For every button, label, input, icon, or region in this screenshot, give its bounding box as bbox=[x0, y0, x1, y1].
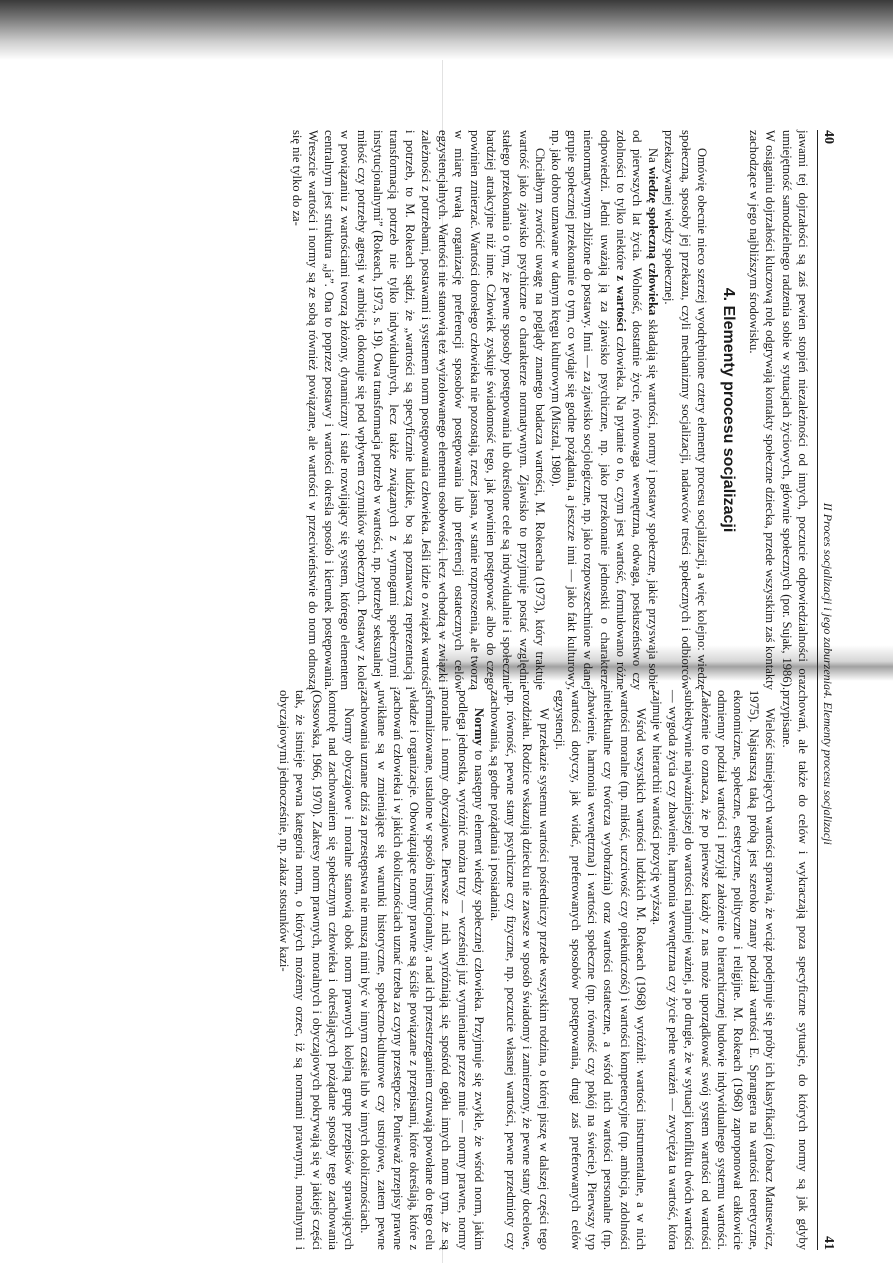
running-head-title: 4. Elementy procesu socjalizacji bbox=[821, 690, 835, 845]
bold-term: wiedzę społeczną człowieka bbox=[646, 166, 661, 316]
page-40 bbox=[289, 130, 837, 690]
section-heading: 4. Elementy procesu socjalizacji bbox=[719, 287, 737, 533]
paragraph: Normy to następny element wiedzy społecznej człowieka. Przyjmuje się zwykle, że wśród norm, jakim podlega jednostka, wyróżnić można trzy — wcześniej już wymieniane przeze mnie — normy prawne, normy moralne i normy obyczajowe. Pierwsze z nich wyróżniają się spośród ogółu innych norm tym, że są sformalizowane, ustalone w sposób instytucjonalny, a nad ich przestrzeganiem czuwają powołane do tego celu władze i organizacje. Obowiązujące normy prawne są ściśle powiązane z przepisami, które określają, które z zachowań człowieka i w jakich okolicznościach uznać trzeba za czyny przestępcze. Ponieważ przepisy prawne uwikłane są w zmieniające się warunki historyczne, społeczno-kulturowe czy ustrojowe, zatem pewne zachowania uznane dziś za przestępstwa nie muszą nimi być w innym czasie lub w innych okolicznościach. bbox=[358, 690, 486, 1250]
page-41 bbox=[276, 690, 836, 1250]
bold-term: Normy bbox=[471, 708, 486, 746]
paragraph: W przekazie systemu wartości pośredniczy przede wszystkim rodzina, o której piszę w dalszej części tego rozdziału. Rodzice wskazują dziecku nie zawsze w sposób świadomy i zamierzony, że pewne stany docelowe, np. równość, pewne stany psychiczne czy fizyczne, np. poczucie własnej wartości, pewne przedmioty czy zachowania, są godne pożądania i posiadania. bbox=[487, 690, 551, 1250]
paragraph: Wśród wszystkich wartości ludzkich M. Rokeach (1968) wyróżnił: wartości instrumentalne, a w nich wartości moralne (np. miłość, uczciwość czy opiekuńczość) i wartości kompetencyjne (np. ambicja, zdolności intelektualne czy twórcza wyobraźnia) oraz wartości ostateczne, a wśród nich wartości personalne (np. zbawienie, harmonia wewnętrzna) i wartości społeczne (np. równość czy pokój na świecie). Pierwszy typ wartości dotyczy, jak widać, preferowanych sposobów postępowania, drugi zaś preferowanych celów egzystencji. bbox=[552, 690, 648, 1250]
paragraph: Na wiedzę społeczną człowieka składają się wartości, normy i postawy społeczne, jakie przyswaja sobie od pierwszych lat życia. Wolność, dostatnie życie, równowaga wewnętrzna, odwaga, posłuszeństwo czy zdolności to tylko niektóre z wartości człowieka. Na pytanie o to, czym jest wartość, formułowano różne odpowiedzi. Jedni uważają ją za zjawisko psychiczne, np. jako przekonanie jednostki o charakterze nienormatywnym zbliżone do postawy. Inni — za zjawisko socjologiczne, np. jako rozpowszechnione w danej grupie społecznej przekonanie o tym, co wydaje się godne pożądania, a jeszcze inni — jako fakt kulturowy, np. jako dobro uznawane w danym kręgu kulturowym (Misztal, 1980). bbox=[548, 130, 661, 690]
paragraph: Normy obyczajowe i moralne stanowią obok norm prawnych kolejną grupę przepisów sprawujących kontrolę nad zachowaniem się społecznym człowieka i określających pożądane sposoby tego zachowania (Ossowska, 1966, 1970). Zakresy norm prawnych, moralnych i obyczajowych pokrywają się w jakiejś części tak, że istnieje pewna kategoria norm, o których możemy orzec, iż są normami prawnymi, moralnymi i obyczajowymi jednocześnie, np. zakaz stosunków kazi- bbox=[277, 690, 357, 1250]
running-head-title: II Proces socjalizacji i jego zaburzenia bbox=[821, 502, 835, 690]
paragraph: Omówię obecnie nieco szerzej wyodrębnione cztery elementy procesu socjalizacji, a więc kolejno: wiedzę społeczną, sposoby jej przekazu, czyli mechanizmy socjalizacji, nadawców treści społecznych i odbiorców przekazywanej wiedzy społecznej. bbox=[662, 130, 709, 690]
running-header bbox=[817, 130, 836, 690]
page-number: 41 bbox=[821, 1236, 836, 1250]
bold-term: z wartości bbox=[613, 275, 628, 332]
scan-shadow-top bbox=[0, 0, 893, 60]
paragraph: Wielość istniejących wartości sprawia, że wciąż podejmuje się próby ich klasyfikacji (zobacz Matusewicz, 1975). Najstarszą taką próbą jest szeroko znany podział wartości E. Sprangera na wartości teoretyczne, ekonomiczne, społeczne, estetyczne, polityczne i religijne. M. Rokeach (1968) zaproponował całkowicie odmienny podział wartości i przyjął założenie o hierarchicznej budowie indywidualnego systemu wartości. Założenie to oznacza, że po pierwsze każdy z nas może uporządkować swój system wartości od wartości subiektywnie najważniejszej do wartości najmniej ważnej, a po drugie, że w sytuacji konfliktu dwóch wartości — wygoda życia czy zbawienie, harmonia wewnętrzna czy życie pełne wrażeń — zwycięża ta wartość, która zajmuje w hierarchii wartości pozycję wyższą. bbox=[649, 690, 778, 1250]
page-number: 40 bbox=[821, 130, 836, 144]
running-header bbox=[817, 690, 836, 1250]
paragraph: jawami tej dojrzałości są zaś pewien stopień niezależności od innych, poczucie odpowiedzialności oraz umiejętność samodzielnego radzenia sobie w sytuacjach życiowych, głównie społecznych (por. Sujak, 1986). W osiąganiu dojrzałości kluczową rolę odgrywają kontakty społeczne dziecka, przede wszystkim zaś kontakty zachodzące w jego najbliższym środowisku. bbox=[747, 130, 810, 690]
paragraph: Chciałbym zwrócić uwagę na poglądy znanego badacza wartości, M. Rokeacha (1973), który traktuje wartość jako zjawisko psychiczne o charakterze normatywnym. Zjawisko to przyjmuje postać względnie stałego przekonania o tym, że pewne sposoby postępowania lub określone cele są indywidualnie i społecznie bardziej atrakcyjne niż inne. Człowiek zyskuje świadomość tego, jak powinien postępować albo do czego powinien zmierzać. Wartości dorosłego człowieka nie pozostają, rzecz jasna, w stanie rozproszenia, ale tworzą w miarę trwałą organizację preferencji sposobów postępowania lub preferencji ostatecznych celów egzystencjalnych. Wartości nie stanowią też wyizolowanego elementu osobowości, lecz wchodzą w związki i zależności z potrzebami, postawami i systemem norm postępowania człowieka. Jeśli idzie o związek wartości i potrzeb, to M. Rokeach sądzi, że „wartości są specyficznie ludzkie, bo są poznawczą reprezentacją i transformacją potrzeb nie tylko indywidualnych, lecz także związanych z wymogami społecznymi i instytucjonalnymi” (Rokeach, 1973, s. 19). Owa transformacja potrzeb w wartości, np. potrzeby seksualnej w miłość czy potrzeby agresji w ambicję, dokonuje się pod wpływem czynników społecznych. Postawy z kolei w powiązaniu z wartościami tworzą złożony, dynamiczny i stale rozwijający się system, którego elementem centralnym jest struktura „ja”. Ona to poprzez postawy i wartości określa sposób i kierunek postępowania. Wreszcie wartości i normy są ze sobą również powiązane, ale wartości w przeciwieństwie do norm odnoszą się nie tylko do za- bbox=[289, 130, 547, 690]
paragraph: chowań, ale także do celów i wykraczają poza specyficzne sytuacje, do których normy są jak gdyby przypisane. bbox=[779, 690, 810, 1250]
